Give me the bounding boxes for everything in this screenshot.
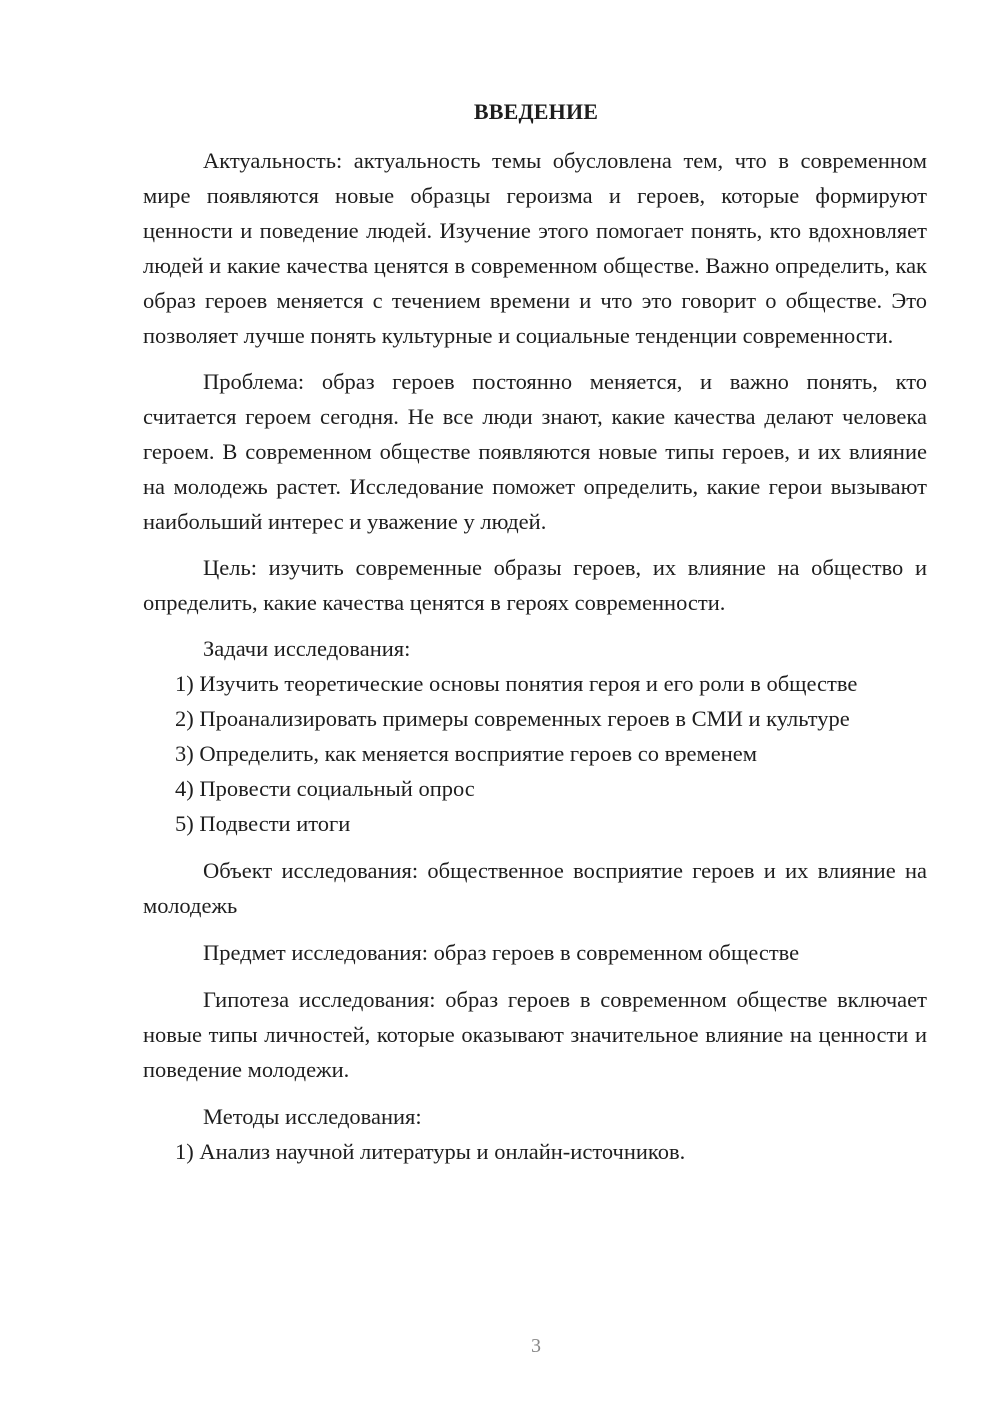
methods-heading: Методы исследования: — [203, 1104, 422, 1129]
task-item-5: 5) Подвести итоги — [175, 811, 351, 836]
task-item-4: 4) Провести социальный опрос — [175, 776, 475, 801]
goal-paragraph: Цель: изучить современные образы героев, их влияние на общество и определить, какие качества ценятся в героях современности. — [143, 555, 927, 615]
task-item-3: 3) Определить, как меняется восприятие героев со временем — [175, 741, 758, 766]
relevance-paragraph: Актуальность: актуальность темы обусловлена тем, что в современном мире появляются новые образцы героизма и героев, которые формируют ценности и поведение людей. Изучение этого помогает понять, кто вдохновляет людей и какие качества ценятся в современном обществе. Важно определить, как образ героев меняется с течением времени и что это говорит о обществе. Это позволяет лучше понять культурные и социальные тенденции современности. — [143, 148, 927, 348]
task-item-1: 1) Изучить теоретические основы понятия героя и его роли в обществе — [175, 671, 858, 696]
object-paragraph: Объект исследования: общественное восприятие героев и их влияние на молодежь — [143, 858, 927, 918]
section-title: ВВЕДЕНИЕ — [473, 99, 599, 124]
method-item-1: 1) Анализ научной литературы и онлайн-источников. — [175, 1139, 686, 1164]
tasks-heading: Задачи исследования: — [203, 636, 411, 661]
problem-paragraph: Проблема: образ героев постоянно меняется, и важно понять, кто считается героем сегодня. Не все люди знают, какие качества делают человека героем. В современном обществе появляются новые типы героев, и их влияние на молодежь растет. Исследование поможет определить, какие герои вызывают наибольший интерес и уважение у людей. — [143, 369, 927, 534]
task-item-2: 2) Проанализировать примеры современных героев в СМИ и культуре — [175, 706, 850, 731]
page-number: 3 — [531, 1335, 541, 1357]
hypothesis-paragraph: Гипотеза исследования: образ героев в современном обществе включает новые типы личностей, которые оказывают значительное влияние на ценности и поведение молодежи. — [143, 987, 927, 1082]
subject-paragraph: Предмет исследования: образ героев в современном обществе — [203, 940, 800, 965]
document-body — [143, 143, 927, 1169]
